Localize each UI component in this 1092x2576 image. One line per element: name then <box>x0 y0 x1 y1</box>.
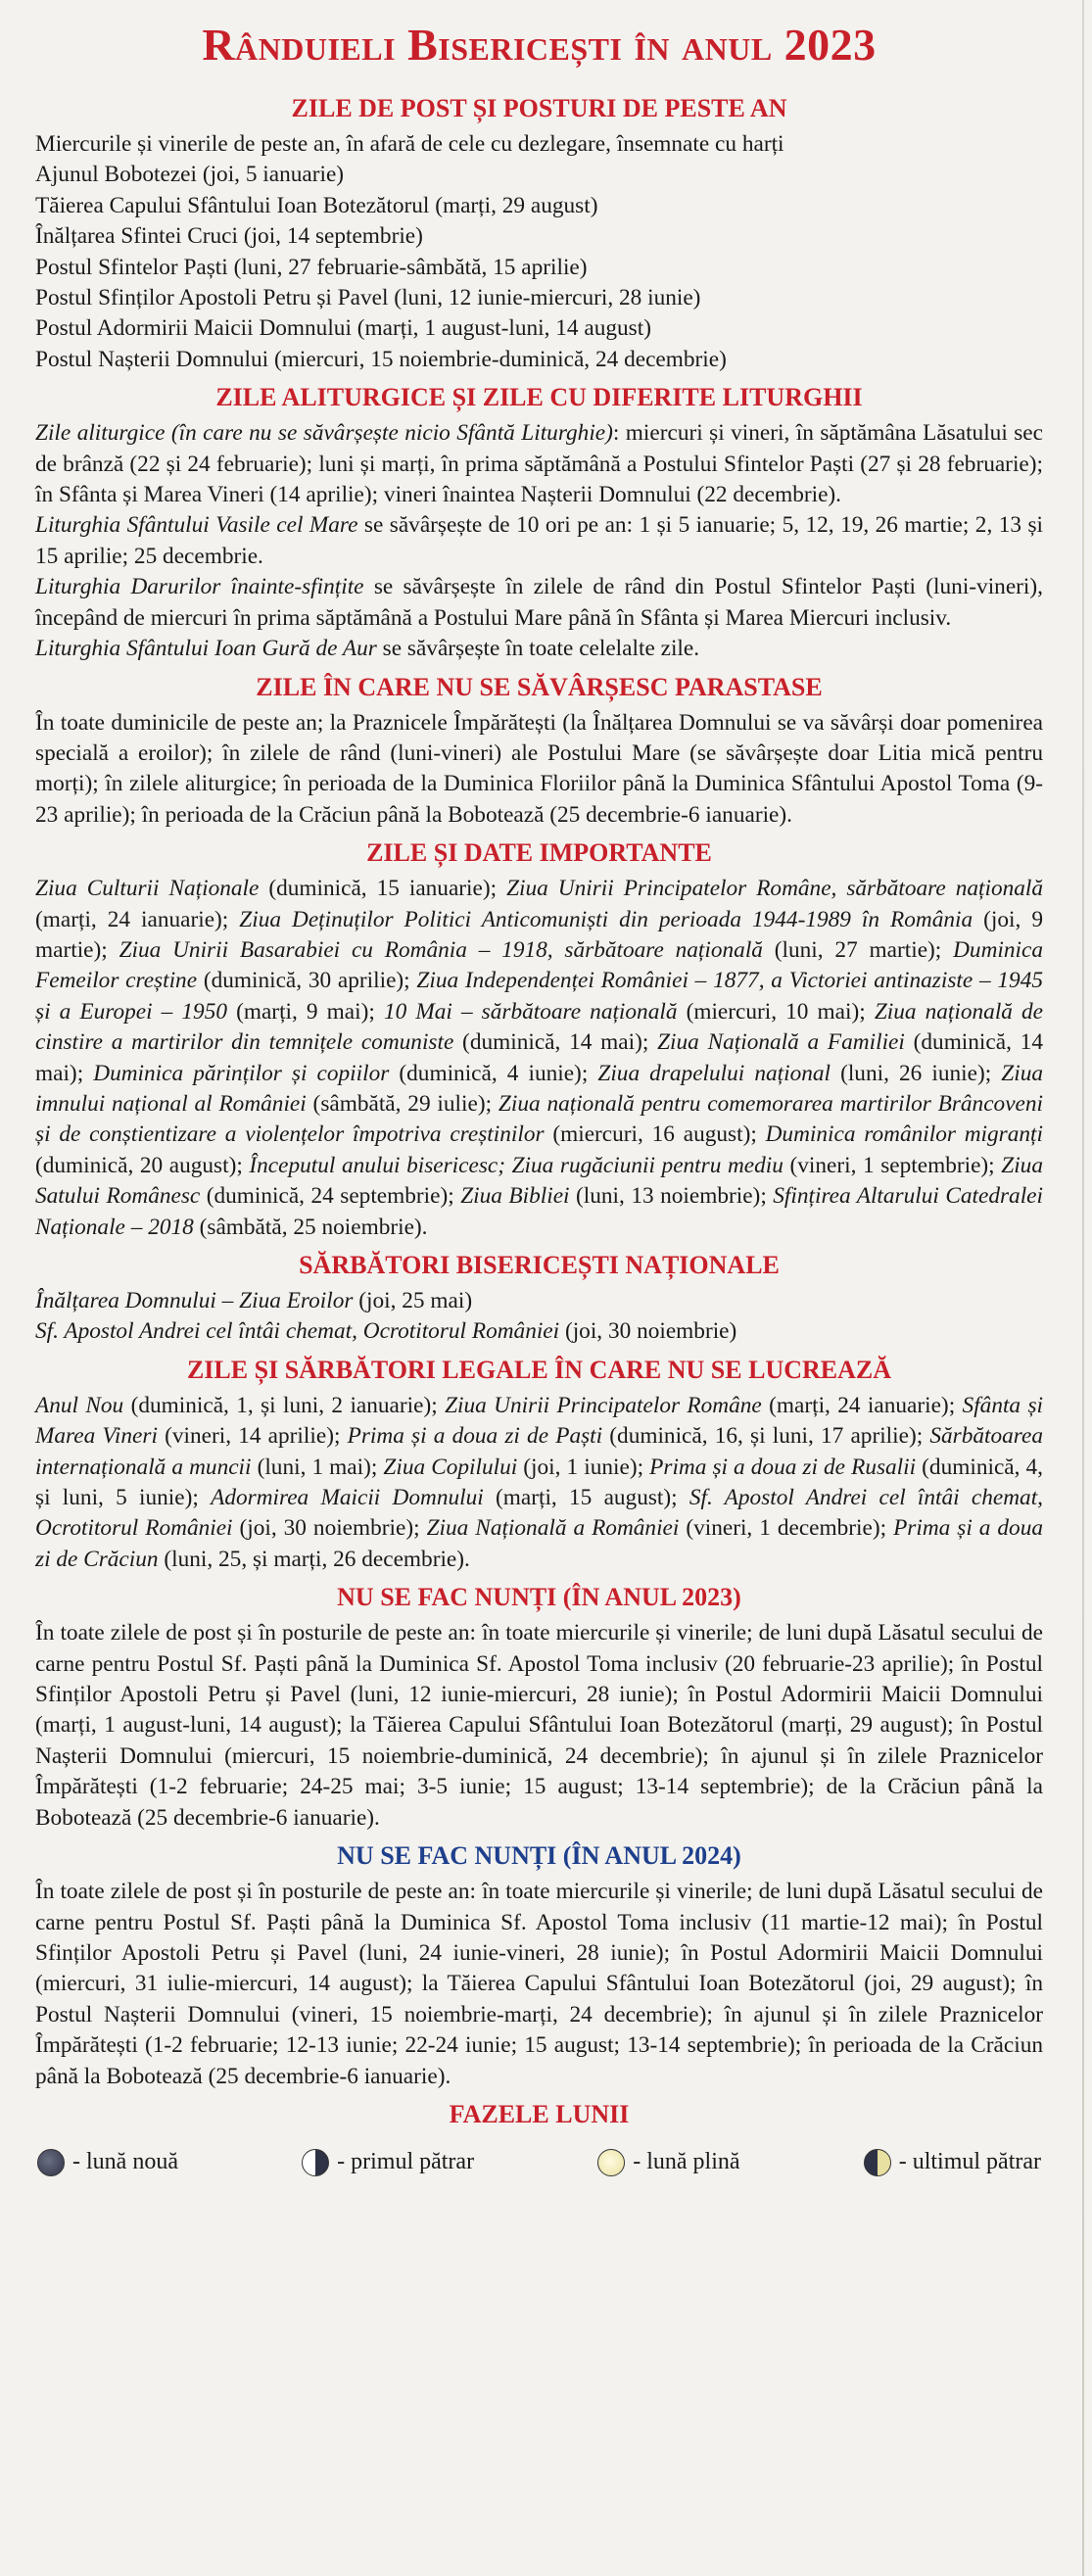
section-title-nunti-2023: NU SE FAC NUNȚI (ÎN ANUL 2023) <box>337 1583 741 1612</box>
first-quarter-icon <box>302 2149 329 2176</box>
section-title-nunti-2024: NU SE FAC NUNȚI (ÎN ANUL 2024) <box>337 1841 741 1871</box>
text: (duminică, 4, și luni, 5 iunie); <box>35 1454 1043 1511</box>
term: Ziua Unirii Principatelor Române <box>445 1392 762 1418</box>
term: Zile aliturgice (în care nu se săvârșește nicio Sfântă Liturghie) <box>35 420 613 447</box>
text: (miercuri, 16 august); <box>544 1121 766 1148</box>
post-line: Înălțarea Sfintei Cruci (joi, 14 septembrie) <box>35 223 423 250</box>
term: Ziua Națională a României <box>426 1515 680 1542</box>
term: Ziua națională de cinstire a martirilor din temnițele comuniste <box>35 998 1044 1056</box>
term: Ziua Deținuților Politici Anticomuniști din perioada 1944-1989 în România <box>239 906 973 932</box>
moon-phase-new <box>37 2149 178 2176</box>
darurilor-paragraph <box>35 572 1043 634</box>
text: (duminică, 20 august); <box>35 1152 250 1178</box>
post-line: Postul Nașterii Domnului (miercuri, 15 noiembrie-duminică, 24 decembrie) <box>35 346 727 372</box>
term: Înălțarea Domnului – Ziua Eroilor <box>35 1288 354 1313</box>
text: (sâmbătă, 29 iulie); <box>306 1090 499 1117</box>
moon-label: - lună plină <box>633 2149 740 2175</box>
post-line: Tăierea Capului Sfântului Ioan Botezătorul (marți, 29 august) <box>35 192 598 218</box>
term: Duminica părinților și copiilor <box>93 1060 390 1086</box>
text: (duminică, 1, și luni, 2 ianuarie); <box>123 1392 446 1418</box>
text: (luni, 1 mai); <box>251 1454 384 1480</box>
term: Ziua Independenței României – 1877, a Victoriei antinaziste – 1945 și a Europei – 1950 <box>35 968 1043 1025</box>
last-quarter-icon <box>864 2149 891 2176</box>
text: se săvârșește în zilele de rând din Postul Sfintelor Paști (luni-vineri), începând de miercuri în prima săptămână a Postului Mare până în Sfânta și Marea Miercuri inclusiv. <box>35 574 1043 631</box>
moon-phase-last <box>864 2149 1041 2176</box>
text: (duminică, 24 septembrie); <box>200 1183 461 1210</box>
text: (joi, 9 martie); <box>35 906 1043 963</box>
text: (vineri, 14 aprilie); <box>157 1423 348 1450</box>
text: (marți, 15 august); <box>483 1485 689 1511</box>
term: Adormirea Maicii Domnului <box>211 1485 484 1511</box>
text: (luni, 25, și marți, 26 decembrie). <box>158 1546 470 1572</box>
term: Ziua Copilului <box>383 1454 518 1480</box>
moon-phase-first <box>302 2149 474 2176</box>
term: Ziua națională pentru comemorarea martirilor Brâncoveni și de conștientizare a violențelor împotriva creștinilor <box>35 1090 1043 1148</box>
term: Liturghia Darurilor înainte-sfințite <box>35 574 364 600</box>
term: Sf. Apostol Andrei cel întâi chemat, Ocrotitorul României <box>35 1485 1043 1542</box>
section-title-legale: ZILE ȘI SĂRBĂTORI LEGALE ÎN CARE NU SE LUCREAZĂ <box>186 1355 892 1384</box>
section-title-aliturgice: ZILE ALITURGICE ȘI ZILE CU DIFERITE LITURGHII <box>215 383 863 412</box>
parastase-paragraph: În toate duminicile de peste an; la Praznicele Împărătești (la Înălțarea Domnului se va săvârși doar pomenirea specială a eroilor); în zilele de rând (luni-vineri) ale Postului Mare (se săvârșește doar Litia mică pentru morți); în zilele aliturgice; în perioada de la Duminica Floriilor până la Duminica Sfântului Apostol Toma (9-23 aprilie); în perioada de la Crăciun până la Bobotează (25 decembrie-6 ianuarie). <box>35 709 1043 828</box>
term: Ziua Satului Românesc <box>35 1152 1043 1210</box>
post-line: Ajunul Bobotezei (joi, 5 ianuarie) <box>35 162 345 188</box>
text: (sâmbătă, 25 noiembrie). <box>193 1214 428 1240</box>
text: (duminică, 4 iunie); <box>389 1060 598 1086</box>
text: (vineri, 1 septembrie); <box>783 1152 1002 1178</box>
text: (marți, 9 mai); <box>227 998 384 1025</box>
text: (luni, 26 iunie); <box>831 1060 1002 1086</box>
term: Duminica Femeilor creștine <box>35 936 1043 994</box>
text: : miercuri și vineri, în săptămâna Lăsatului sec de brânză (22 și 24 februarie); luni și marți, în prima săptămână a Postului Sfintelor Paști (27 și 28 februarie); în Sfânta și Marea Vineri (14 aprilie); vineri înaintea Nașterii Domnului (22 decembrie). <box>35 420 1043 508</box>
text: (vineri, 1 decembrie); <box>679 1515 894 1542</box>
importante-paragraph <box>35 874 1043 1243</box>
text: (duminică, 30 aprilie); <box>197 968 417 994</box>
text: (miercuri, 10 mai); <box>677 998 875 1025</box>
term: Ziua imnului național al României <box>35 1060 1043 1117</box>
full-moon-icon <box>597 2149 625 2176</box>
section-title-importante: ZILE ȘI DATE IMPORTANTE <box>366 838 712 868</box>
moon-label: - lună nouă <box>72 2149 178 2175</box>
term: Ziua drapelului național <box>597 1060 831 1086</box>
text: (duminică, 14 mai); <box>453 1029 658 1056</box>
vasile-paragraph <box>35 510 1043 572</box>
text: (duminică, 14 mai); <box>35 1029 1043 1086</box>
text: (marți, 24 ianuarie); <box>761 1392 963 1418</box>
post-line: Postul Adormirii Maicii Domnului (marți, 1 august-luni, 14 august) <box>35 315 651 342</box>
aliturgice-paragraph <box>35 418 1043 510</box>
paper-fold <box>1082 0 1084 2576</box>
nationale-line <box>35 1286 1043 1316</box>
term: Prima și a doua zi de Rusalii <box>649 1454 917 1480</box>
term: Sfințirea Altarului Catedralei Naționale – 2018 <box>35 1183 1043 1240</box>
nunti-2024-paragraph: În toate zilele de post și în posturile de peste an: în toate miercurile și vinerile; de luni după Lăsatul secului de carne pentru Postul Sf. Paști până la Duminica Sf. Apostol Toma inclusiv (11 martie-12 mai); în Postul Sfinților Apostoli Petru și Pavel (luni, 24 iunie-vineri, 28 iunie); în Postul Adormirii Maicii Domnului (miercuri, 31 iulie-miercuri, 14 august); la Tăierea Capului Sfântului Ioan Botezătorul (joi, 29 august); în Postul Nașterii Domnului (vineri, 15 noiembrie-marți, 24 decembrie); în ajunul și în zilele Praznicelor Împărătești (1-2 februarie; 12-13 iunie; 22-24 iunie; 15 august; 13-14 septembrie); în perioada de la Crăciun până la Bobotează (25 decembrie-6 ianuarie). <box>35 1879 1043 2089</box>
moon-label: - ultimul pătrar <box>898 2149 1041 2175</box>
new-moon-icon <box>37 2149 65 2176</box>
section-title-faze: FAZELE LUNII <box>449 2099 630 2128</box>
term: Sf. Apostol Andrei cel întâi chemat, Ocrotitorul României <box>35 1318 560 1345</box>
text: (marți, 24 ianuarie); <box>35 906 240 932</box>
term: Începutul anului bisericesc; Ziua rugăciunii pentru mediu <box>249 1152 783 1178</box>
term: Ziua Bibliei <box>460 1183 570 1210</box>
text: se săvârșește în toate celelalte zile. <box>376 636 700 662</box>
term: Ziua Națională a Familiei <box>657 1029 905 1056</box>
section-title-nationale: SĂRBĂTORI BISERICEȘTI NAȚIONALE <box>299 1251 780 1279</box>
text: (joi, 25 mai) <box>353 1288 473 1313</box>
text: (luni, 27 martie); <box>762 936 954 963</box>
text: (duminică, 15 ianuarie); <box>259 876 507 902</box>
text: (luni, 13 noiembrie); <box>569 1183 774 1210</box>
term: 10 Mai – sărbătoare națională <box>383 998 678 1025</box>
text: se săvârșește de 10 ori pe an: 1 și 5 ianuarie; 5, 12, 19, 26 martie; 2, 13 și 15 aprilie; 25 decembrie. <box>35 512 1044 569</box>
term: Liturghia Sfântului Ioan Gură de Aur <box>35 636 377 662</box>
text: (duminică, 16, și luni, 17 aprilie); <box>602 1423 930 1450</box>
section-title-parastase: ZILE ÎN CARE NU SE SĂVÂRȘESC PARASTASE <box>256 672 823 701</box>
term: Ziua Unirii Principatelor Române, sărbătoare națională <box>506 876 1044 902</box>
term: Sărbătoarea internațională a muncii <box>35 1423 1043 1480</box>
term: Prima și a doua zi de Paști <box>347 1423 603 1450</box>
term: Sfânta și Marea Vineri <box>35 1392 1043 1450</box>
post-line: Miercurile și vinerile de peste an, în afară de cele cu dezlegare, însemnate cu harți <box>35 131 784 157</box>
term: Ziua Culturii Naționale <box>35 876 260 902</box>
nationale-line <box>35 1316 1043 1347</box>
term: Duminica românilor migranți <box>765 1121 1043 1148</box>
term: Anul Nou <box>35 1392 124 1418</box>
page-title: Rânduieli Bisericești în anul 2023 <box>202 20 877 70</box>
nunti-2023-paragraph: În toate zilele de post și în posturile de peste an: în toate miercurile și vinerile; de luni după Lăsatul secului de carne pentru Postul Sf. Paști până la Duminica Sf. Apostol Toma inclusiv (20 februarie-23 aprilie); în Postul Sfinților Apostoli Petru și Pavel (luni, 12 iunie-miercuri, 28 iunie); în Postul Adormirii Maicii Domnului (marți, 1 august-luni, 14 august); la Tăierea Capului Sfântului Ioan Botezătorul (marți, 29 august); în Postul Nașterii Domnului (miercuri, 15 noiembrie-duminică, 24 decembrie); în ajunul și în zilele Praznicelor Împărătești (1-2 februarie; 24-25 mai; 3-5 iunie; 15 august; 13-14 septembrie); de la Crăciun până la Bobotează (25 decembrie-6 ianuarie). <box>35 1620 1043 1831</box>
post-line: Postul Sfinților Apostoli Petru și Pavel (luni, 12 iunie-miercuri, 28 iunie) <box>35 285 701 311</box>
ioan-paragraph <box>35 634 1043 664</box>
moon-label: - primul pătrar <box>337 2149 475 2175</box>
term: Prima și a doua zi de Crăciun <box>35 1515 1043 1572</box>
term: Ziua Unirii Basarabiei cu România – 1918, sărbătoare națională <box>119 936 763 963</box>
text: (joi, 30 noiembrie); <box>232 1515 427 1542</box>
legale-paragraph <box>35 1391 1043 1575</box>
section-title-post: ZILE DE POST ȘI POSTURI DE PESTE AN <box>291 94 787 122</box>
post-list <box>35 129 1043 375</box>
moon-phases <box>35 2149 1043 2176</box>
moon-phase-full <box>597 2149 739 2176</box>
text: (joi, 30 noiembrie) <box>559 1318 737 1345</box>
term: Liturghia Sfântului Vasile cel Mare <box>35 512 358 539</box>
post-line: Postul Sfintelor Paști (luni, 27 februarie-sâmbătă, 15 aprilie) <box>35 254 588 280</box>
text: (joi, 1 iunie); <box>517 1454 650 1480</box>
